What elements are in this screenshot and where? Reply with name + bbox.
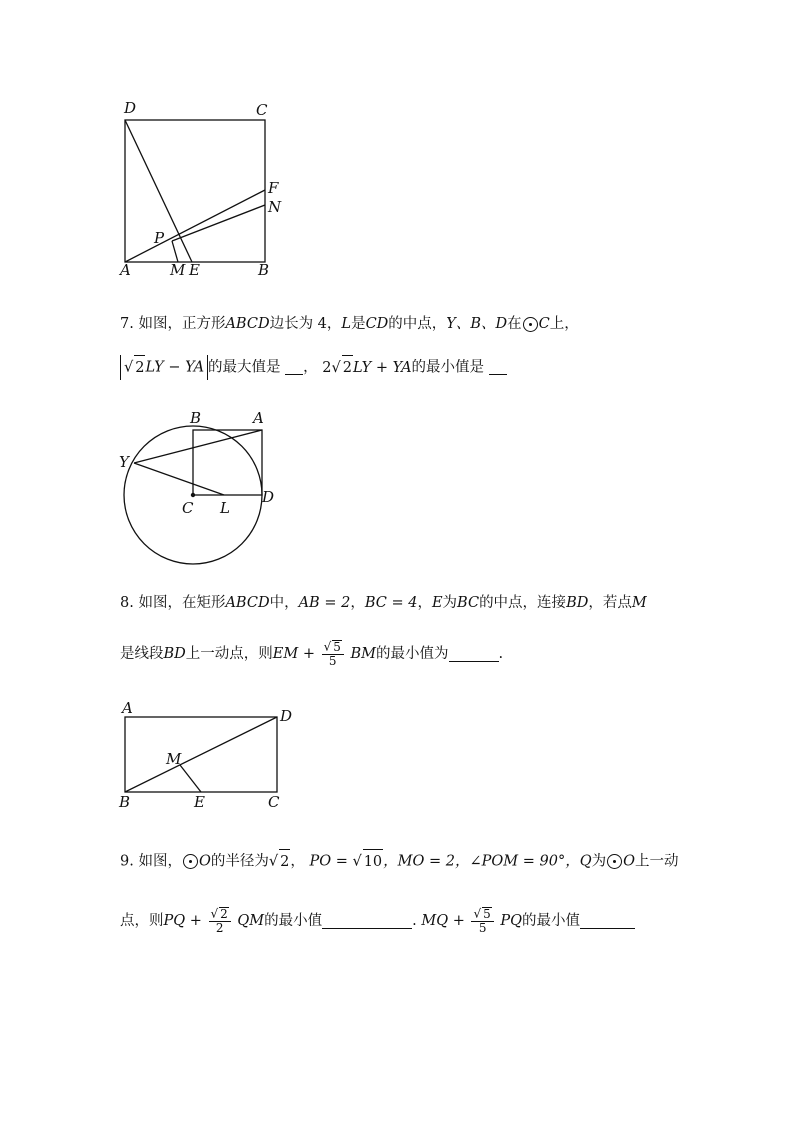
q9-fraction-2: $\frac{√ 5}{5}$ xyxy=(471,907,493,935)
q7-line1: 7. 如图，正方形ABCD边长为 4，L是CD的中点，Y、B、D在 C上， xyxy=(120,316,579,332)
segment-pn xyxy=(172,205,265,241)
segment-me xyxy=(180,765,201,792)
segment-yl xyxy=(134,463,224,495)
label-e: E xyxy=(194,793,205,811)
q7-number: 7. xyxy=(120,316,134,332)
circle-symbol-icon xyxy=(607,854,622,869)
label-y: Y xyxy=(119,453,129,471)
label-b: B xyxy=(119,793,131,811)
circle-symbol-icon xyxy=(523,317,538,332)
q7-answer-blank-2[interactable] xyxy=(489,360,507,375)
label-b: B xyxy=(258,261,270,279)
q9-line2: 点，则PQ + $\frac{√ 2}{2}$ QM的最小值 . MQ + $\frac{√ 5}{5}$ PQ的最小值 xyxy=(120,907,635,935)
label-a: A xyxy=(253,409,264,427)
label-c: C xyxy=(182,499,194,517)
label-c: C xyxy=(268,793,280,811)
label-b: B xyxy=(190,409,202,427)
label-e: E xyxy=(189,261,200,279)
label-d: D xyxy=(262,488,275,506)
q7-answer-blank-1[interactable] xyxy=(285,360,303,375)
q8-answer-blank[interactable] xyxy=(449,647,499,662)
label-a: A xyxy=(120,261,131,279)
label-a: A xyxy=(122,699,133,717)
q7-expr1: √ 2LY − YA xyxy=(120,355,208,380)
label-p: P xyxy=(154,229,165,247)
q9-number: 9. xyxy=(120,853,134,870)
q9-answer-blank-2[interactable] xyxy=(580,914,635,929)
center-point-c xyxy=(191,493,195,497)
q8-line1: 8. 如图，在矩形ABCD中，AB = 2，BC = 4，E为BC的中点，连接BD，若点M xyxy=(120,595,647,611)
q9-fraction-1: $\frac{√ 2}{2}$ xyxy=(209,907,231,935)
q8-fraction: $\frac{√ 5}{5}$ xyxy=(322,640,344,668)
q8-line2: 是线段BD上一动点，则EM + $\frac{√ 5}{5}$ BM的最小值为 . xyxy=(120,639,504,668)
segment-bd xyxy=(125,717,277,792)
label-m: M xyxy=(166,750,182,768)
label-d: D xyxy=(280,707,293,725)
q9-answer-blank-1[interactable] xyxy=(322,914,412,929)
q7-expr2: 2√ 2LY + YA xyxy=(322,360,411,376)
square-abcd xyxy=(125,120,265,262)
label-l: L xyxy=(220,499,230,517)
square-bcda xyxy=(193,430,262,495)
circle-symbol-icon xyxy=(183,854,198,869)
label-n: N xyxy=(268,198,282,216)
label-d: D xyxy=(124,99,137,117)
segment-af xyxy=(125,190,265,262)
q7-line2: √ 2LY − YA 的最大值是 ， 2√ 2LY + YA的最小值是 xyxy=(120,355,507,380)
label-m: M xyxy=(170,261,186,279)
q8-number: 8. xyxy=(120,595,134,611)
figure-square-abcd xyxy=(110,95,290,285)
figure-rectangle-abcd xyxy=(110,695,310,815)
label-c: C xyxy=(256,101,268,119)
q9-line1: 9. 如图， O的半径为√ 2， PO = √ 10，MO = 2，∠POM = 90°，Q为 O上一动 xyxy=(120,849,678,874)
segment-pm xyxy=(172,241,178,262)
label-f: F xyxy=(268,179,279,197)
figure-circle-square xyxy=(110,405,290,570)
